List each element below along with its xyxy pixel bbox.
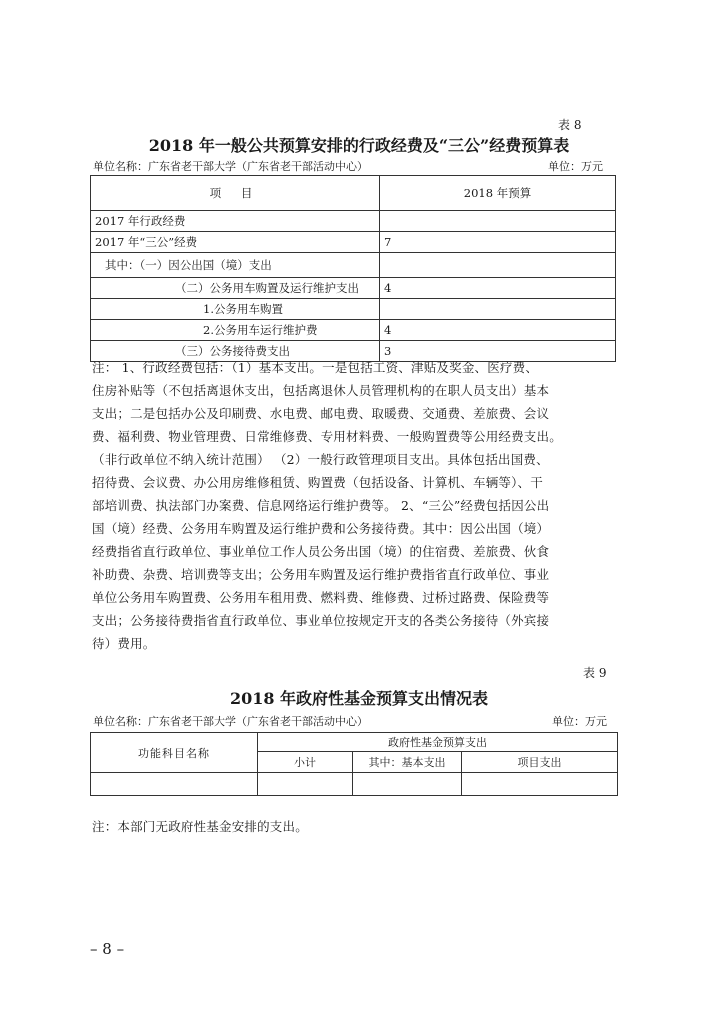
note-line: 补助费、杂费、培训费等支出；公务用车购置及运行维护费指省直行政单位、事业 bbox=[92, 567, 550, 582]
table-row bbox=[91, 232, 616, 253]
table8-notes bbox=[92, 356, 632, 655]
row-label: （三）公务接待费支出 bbox=[91, 341, 380, 362]
row-label: 1.公务用车购置 bbox=[91, 299, 380, 320]
row-value: 3 bbox=[380, 341, 616, 362]
cell-empty bbox=[91, 773, 258, 796]
budget-table bbox=[90, 175, 616, 362]
note-line: 单位公务用车购置费、公务用车租用费、燃料费、维修费、过桥过路费、保险费等 bbox=[92, 590, 550, 605]
header-item: 项 目 bbox=[91, 176, 380, 211]
table-title: 2018 年一般公共预算安排的行政经费及“三公”经费预算表 bbox=[148, 136, 570, 155]
header-project: 项目支出 bbox=[462, 752, 618, 773]
page-number: – 8 – bbox=[90, 940, 125, 958]
unit-label: 单位：万元 bbox=[552, 715, 607, 728]
cell-empty bbox=[353, 773, 462, 796]
cell-empty bbox=[258, 773, 353, 796]
header-budget: 2018 年预算 bbox=[380, 176, 616, 211]
row-label: （二）公务用车购置及运行维护支出 bbox=[91, 278, 380, 299]
row-label: 2.公务用车运行维护费 bbox=[91, 320, 380, 341]
note-line: 国（境）经费、公务用车购置及运行维护费和公务接待费。其中：因公出国（境） bbox=[92, 521, 550, 536]
note-line: 支出；公务接待费指省直行政单位、事业单位按规定开支的各类公务接待（外宾接 bbox=[92, 613, 550, 628]
unit-label: 单位：万元 bbox=[548, 160, 603, 173]
table-row bbox=[91, 211, 616, 232]
row-value: 4 bbox=[380, 278, 616, 299]
row-value: 7 bbox=[380, 232, 616, 253]
row-label: 2017 年行政经费 bbox=[91, 211, 380, 232]
table-row bbox=[91, 253, 616, 278]
note-line: 注： 1、行政经费包括：（1）基本支出。一是包括工资、津贴及奖金、医疗费、 bbox=[92, 360, 539, 375]
note-line: 支出；二是包括办公及印刷费、水电费、邮电费、取暖费、交通费、差旅费、会议 bbox=[92, 406, 550, 421]
table-row bbox=[91, 773, 618, 796]
header-subtotal: 小计 bbox=[258, 752, 353, 773]
unit-name: 单位名称：广东省老干部大学（广东省老干部活动中心） bbox=[93, 715, 368, 728]
note-line: 部培训费、执法部门办案费、信息网络运行维护费等。 2、“三公”经费包括因公出 bbox=[92, 498, 550, 513]
table-header-row bbox=[91, 733, 618, 752]
note-line: 住房补贴等（不包括离退休支出，包括离退休人员管理机构的在职人员支出）基本 bbox=[92, 383, 550, 398]
table-row bbox=[91, 320, 616, 341]
header-group: 政府性基金预算支出 bbox=[258, 733, 618, 752]
table-title: 2018 年政府性基金预算支出情况表 bbox=[229, 689, 489, 708]
row-value: 4 bbox=[380, 320, 616, 341]
header-func: 功能科目名称 bbox=[91, 733, 258, 773]
row-label: 其中：（一）因公出国（境）支出 bbox=[91, 253, 380, 278]
table-number: 表 9 bbox=[583, 666, 607, 680]
header-basic: 其中：基本支出 bbox=[353, 752, 462, 773]
note-line: 招待费、会议费、办公用房维修租赁、购置费（包括设备、计算机、车辆等）、干 bbox=[92, 475, 543, 490]
table9-note: 注：本部门无政府性基金安排的支出。 bbox=[92, 819, 308, 834]
row-value bbox=[380, 211, 616, 232]
fund-table bbox=[90, 732, 618, 796]
table-row bbox=[91, 299, 616, 320]
table-row bbox=[91, 278, 616, 299]
row-label: 2017 年“三公”经费 bbox=[91, 232, 380, 253]
unit-name: 单位名称：广东省老干部大学（广东省老干部活动中心） bbox=[93, 160, 368, 173]
cell-empty bbox=[462, 773, 618, 796]
note-line: （非行政单位不纳入统计范围） （2）一般行政管理项目支出。具体包括出国费、 bbox=[92, 452, 549, 467]
row-value bbox=[380, 253, 616, 278]
note-line: 经费指省直行政单位、事业单位工作人员公务出国（境）的住宿费、差旅费、伙食 bbox=[92, 544, 550, 559]
row-value bbox=[380, 299, 616, 320]
table-number: 表 8 bbox=[558, 118, 582, 132]
note-line: 待）费用。 bbox=[92, 636, 156, 651]
table-header-row bbox=[91, 176, 616, 211]
note-line: 费、福利费、物业管理费、日常维修费、专用材料费、一般购置费等公用经费支出。 bbox=[92, 429, 562, 444]
